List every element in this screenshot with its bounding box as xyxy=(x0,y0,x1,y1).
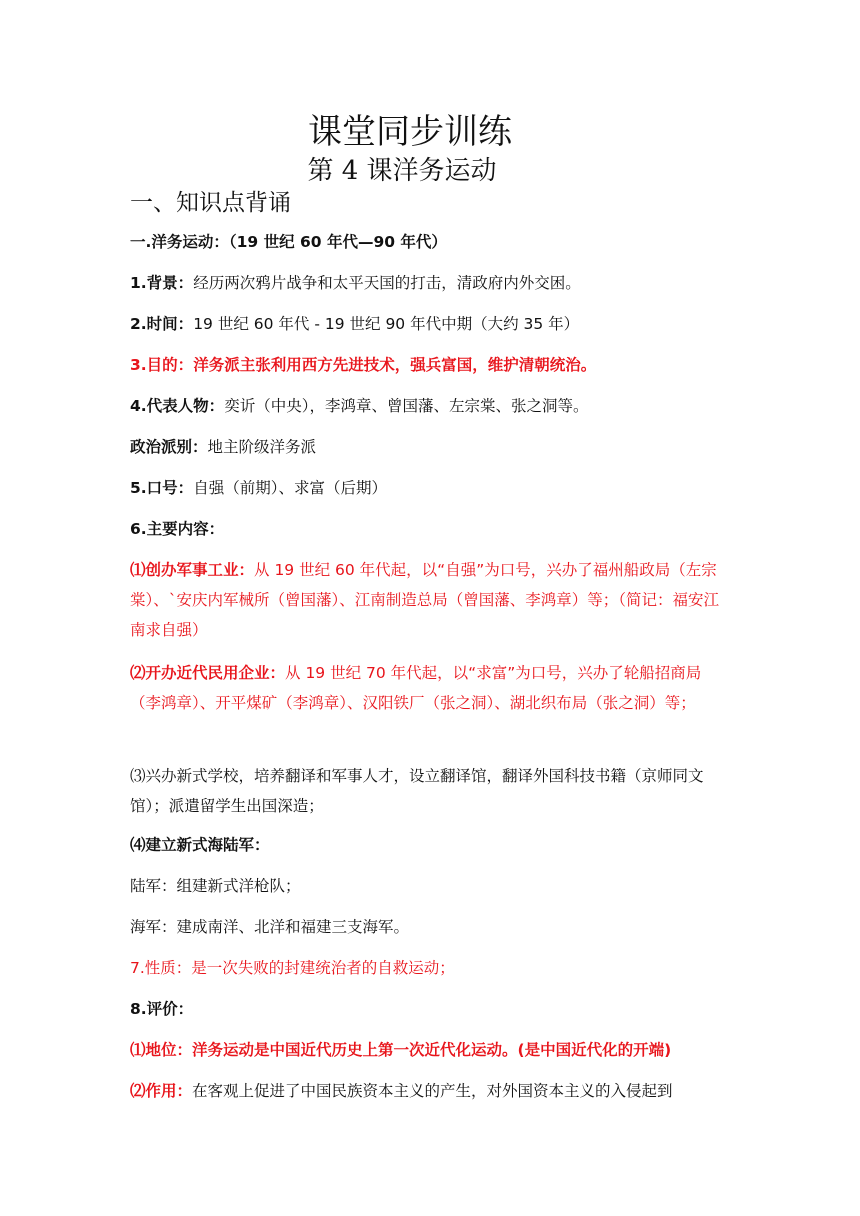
lesson-title: 第 4 课洋务运动 xyxy=(307,156,497,186)
military-industry-text: 从 19 世纪 60 年代起，以“自强”为口号，兴办了福州船政局（左宗棠）、`安庆内军械所（曾国藩）、江南制造总局（曾国藩、李鸿章）等；（简记：福安江南求自强） xyxy=(130,561,720,639)
status-text: 洋务运动是中国近代历史上第一次近代化运动。(是中国近代化的开端) xyxy=(192,1041,672,1059)
purpose-label: 3.目的： xyxy=(130,356,194,374)
background-item xyxy=(130,268,730,298)
background-label: 1.背景： xyxy=(130,274,194,292)
army-item: 陆军：组建新式洋枪队； xyxy=(130,877,301,895)
faction-item xyxy=(130,432,730,462)
purpose-item xyxy=(130,350,730,380)
civil-enterprise-label: ⑵开办近代民用企业： xyxy=(130,664,286,682)
faction-text: 地主阶级洋务派 xyxy=(207,438,317,456)
status-item xyxy=(130,1035,730,1065)
faction-label: 政治派别： xyxy=(130,438,208,456)
evaluation-heading: 8.评价： xyxy=(130,1000,194,1018)
military-industry-label: ⑴创办军事工业： xyxy=(130,561,255,579)
effect-item xyxy=(130,1076,730,1106)
civil-enterprise-text: 从 19 世纪 70 年代起，以“求富”为口号，兴办了轮船招商局（李鸿章）、开平煤矿（李鸿章）、汉阳铁厂（张之洞）、湖北织布局（张之洞）等； xyxy=(130,664,702,712)
civil-enterprise-item xyxy=(130,658,730,718)
purpose-text: 洋务派主张利用西方先进技术，强兵富国，维护清朝统治。 xyxy=(193,356,597,374)
navy-item: 海军：建成南洋、北洋和福建三支海军。 xyxy=(130,918,410,936)
status-label: ⑴地位： xyxy=(130,1041,193,1059)
effect-label: ⑵作用： xyxy=(130,1082,193,1100)
time-text: 19 世纪 60 年代 - 19 世纪 90 年代中期（大约 35 年） xyxy=(193,315,580,333)
effect-text: 在客观上促进了中国民族资本主义的产生，对外国资本主义的入侵起到 xyxy=(192,1082,673,1100)
page-title: 课堂同步训练 xyxy=(308,112,512,152)
figures-item xyxy=(130,391,730,421)
figures-label: 4.代表人物： xyxy=(130,397,225,415)
time-item xyxy=(130,309,730,339)
military-industry-item xyxy=(130,555,730,645)
slogan-item xyxy=(130,473,730,503)
schools-item: ⑶兴办新式学校，培养翻译和军事人才，设立翻译馆，翻译外国科技书籍（京师同文馆）；派遣留学生出国深造； xyxy=(130,767,704,815)
background-text: 经历两次鸦片战争和太平天国的打击，清政府内外交困。 xyxy=(193,274,581,292)
nature-item: 7.性质：是一次失败的封建统治者的自救运动； xyxy=(130,959,455,977)
content-heading: 6.主要内容： xyxy=(130,520,225,538)
time-label: 2.时间： xyxy=(130,315,194,333)
military-heading: ⑷建立新式海陆军： xyxy=(130,836,270,854)
slogan-text: 自强（前期）、求富（后期） xyxy=(193,479,387,497)
section-heading: 一、知识点背诵 xyxy=(130,190,291,216)
slogan-label: 5.口号： xyxy=(130,479,194,497)
topic-heading: 一.洋务运动：（19 世纪 60 年代—90 年代） xyxy=(130,233,447,251)
figures-text: 奕䜣（中央），李鸿章、曾国藩、左宗棠、张之洞等。 xyxy=(224,397,589,415)
